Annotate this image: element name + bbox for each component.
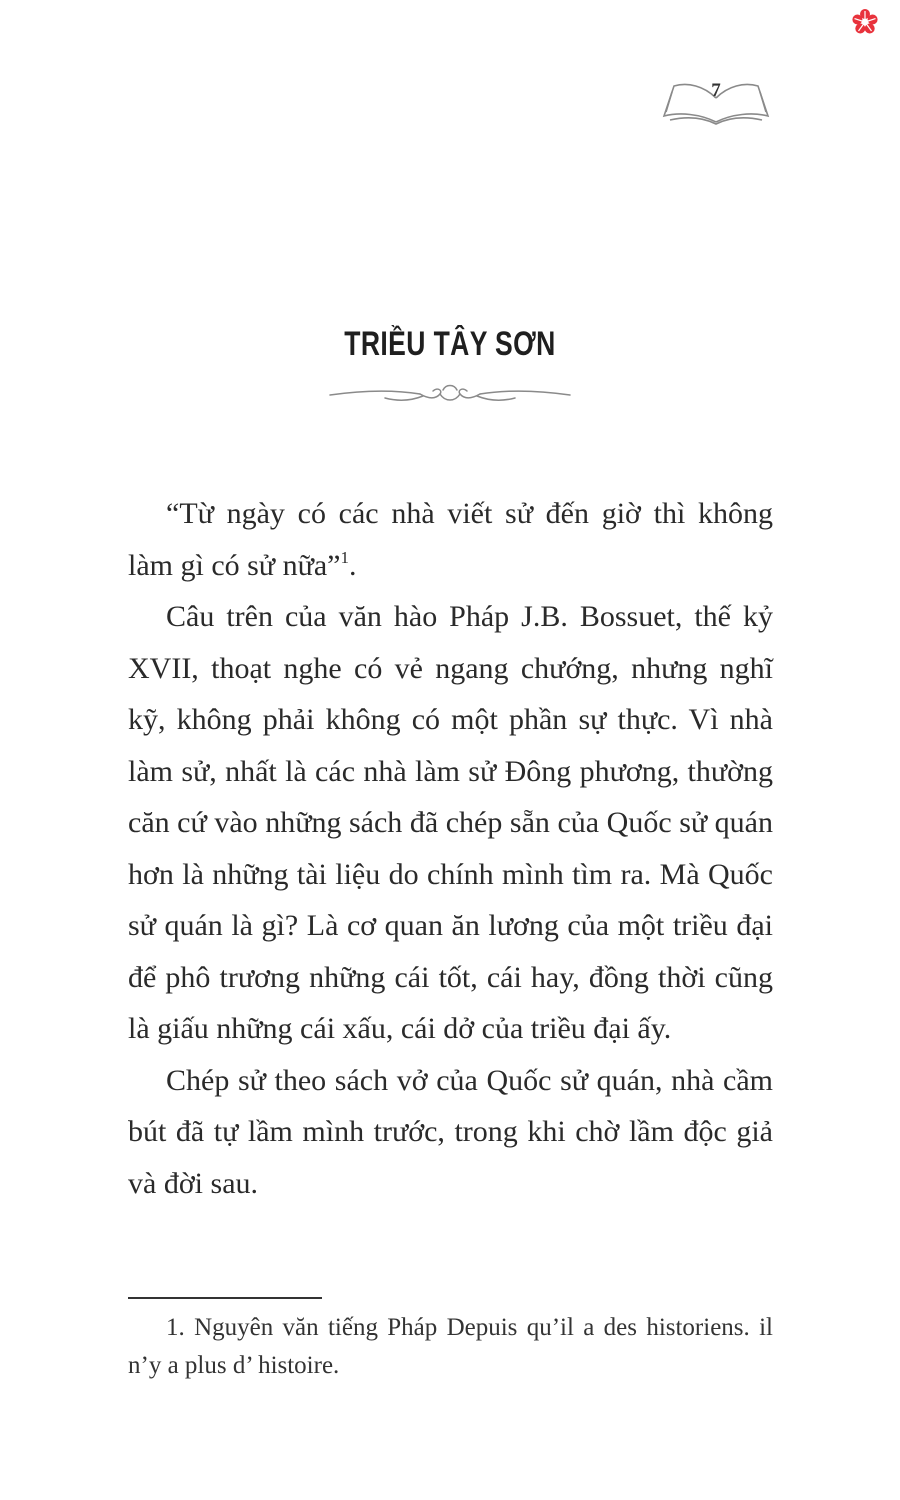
main-text (128, 488, 773, 1209)
paragraph-3: Chép sử theo sách vở của Quốc sử quán, nhà cầm bút đã tự lầm mình trước, trong khi chờ lầm độc giả và đời sau. (128, 1063, 773, 1200)
flower-logo-icon (851, 8, 879, 36)
paragraph-quote (128, 488, 773, 591)
footnote: 1. Nguyên văn tiếng Pháp Depuis qu’il a des historiens. il n’y a plus d’ histoire. (128, 1314, 773, 1379)
footnote-reference: 1 (340, 547, 349, 567)
quote-text: “Từ ngày có các nhà viết sử đến giờ thì không làm gì có sử nữa” (128, 497, 773, 582)
page-number: 7 (711, 80, 721, 101)
paragraph-2: Câu trên của văn hào Pháp J.B. Bossuet, thế kỷ XVII, thoạt nghe có vẻ ngang chướng, nhưng nghĩ kỹ, không phải không có một phần sự thực. Vì nhà làm sử, nhất là các nhà làm sử Đông phương, thường căn cứ vào những sách đã chép sẵn của Quốc sử quán hơn là những tài liệu do chính mình tìm ra. Mà Quốc sử quán là gì? Là cơ quan ăn lương của một triều đại để phô trương những cái tốt, cái hay, đồng thời cũng là giấu những cái xấu, cái dở của triều đại ấy. (128, 600, 773, 1045)
chapter-title: TRIỀU TÂY SƠN (344, 325, 556, 363)
quote-end-punctuation: . (348, 548, 357, 582)
title-flourish-divider (325, 378, 575, 408)
footnote-divider (128, 1297, 322, 1299)
